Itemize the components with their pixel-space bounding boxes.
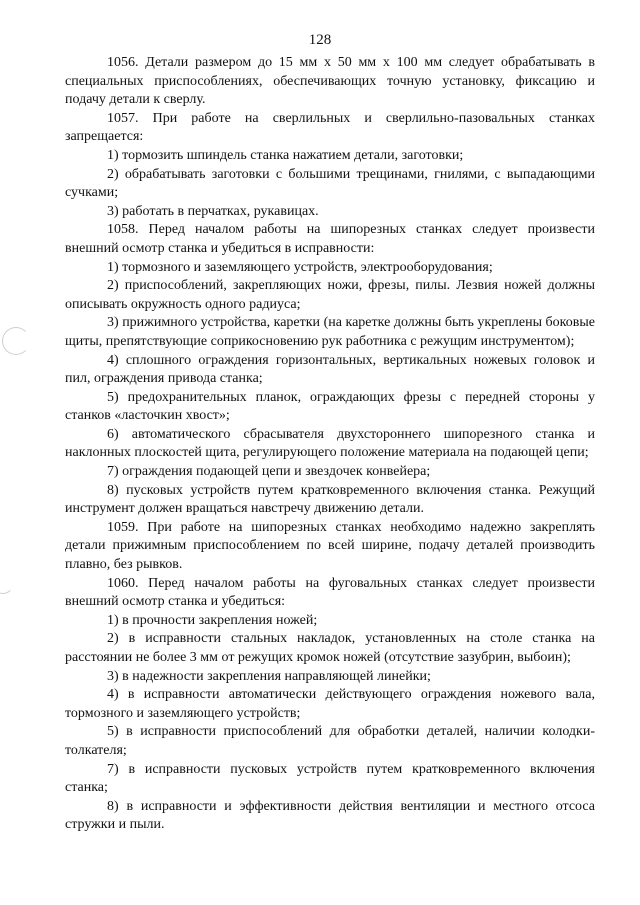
list-item-1058-3: 3) прижимного устройства, каретки (на каретке должны быть укреплены боковые щиты, препятствующие соприкосновению рук работника с режущим инструментом); xyxy=(65,315,595,349)
list-item-1058-1: 1) тормозного и заземляющего устройств, электрооборудования; xyxy=(107,259,493,275)
list-item-1060-8: 8) в исправности и эффективности действия вентиляции и местного отсоса стружки и пыли. xyxy=(65,798,595,833)
paragraph-1057: 1057. При работе на сверлильных и сверлильно-пазовальных станках запрещается: xyxy=(65,110,595,145)
scan-artifact-arc xyxy=(0,570,14,594)
list-item-1060-5: 5) в исправности приспособлений для обработки деталей, наличии колодки-толкателя; xyxy=(65,724,595,758)
list-item-1060-4: 4) в исправности автоматически действующего ограждения ножевого вала, тормозного и заземляющего устройств; xyxy=(65,687,595,721)
list-item-1060-7: 7) в исправности пусковых устройств путем кратковременного включения станка; xyxy=(65,761,595,796)
list-item-1058-7: 7) ограждения подающей цепи и звездочек конвейера; xyxy=(107,464,431,480)
document-body xyxy=(65,54,595,835)
list-item-1057-1: 1) тормозить шпиндель станка нажатием детали, заготовки; xyxy=(107,147,464,163)
list-item-1058-6: 6) автоматического сбрасывателя двухстороннего шипорезного станка и наклонных плоскостей щита, регулирующего положение материала на подающей цепи; xyxy=(65,426,595,461)
list-item-1058-2: 2) приспособлений, закрепляющих ножи, фрезы, пилы. Лезвия ножей должны описывать окружность одного радиуса; xyxy=(65,278,595,312)
list-item-1060-1: 1) в прочности закрепления ножей; xyxy=(107,612,318,628)
list-item-1057-3: 3) работать в перчатках, рукавицах. xyxy=(107,203,319,219)
list-item-1060-2: 2) в исправности стальных накладок, установленных на столе станка на расстоянии не более 3 мм от режущих кромок ножей (отсутствие зазубрин, выбоин); xyxy=(65,631,595,665)
page-number: 128 xyxy=(308,32,332,48)
paragraph-1058: 1058. Перед началом работы на шипорезных станках следует произвести внешний осмотр станка и убедиться в исправности: xyxy=(65,222,595,256)
paragraph-1056: 1056. Детали размером до 15 мм х 50 мм х 100 мм следует обрабатывать в специальных приспособлениях, обеспечивающих точную установку, фиксацию и подачу детали к сверлу. xyxy=(65,55,595,108)
paragraph-1060: 1060. Перед началом работы на фуговальных станках следует произвести внешний осмотр станка и убедиться: xyxy=(65,575,595,610)
list-item-1058-8: 8) пусковых устройств путем кратковременного включения станка. Режущий инструмент должен вращаться навстречу движению детали. xyxy=(65,482,595,517)
list-item-1057-2: 2) обрабатывать заготовки с большими трещинами, гнилями, с выпадающими сучками; xyxy=(65,166,595,201)
list-item-1058-4: 4) сплошного ограждения горизонтальных, вертикальных ножевых головок и пил, ограждения привода станка; xyxy=(65,352,595,387)
scan-artifact-circle xyxy=(2,327,30,355)
list-item-1060-3: 3) в надежности закрепления направляющей линейки; xyxy=(107,668,431,684)
list-item-1058-5: 5) предохранительных планок, ограждающих фрезы с передней стороны у станков «ласточкин хвост»; xyxy=(65,389,595,424)
paragraph-1059: 1059. При работе на шипорезных станках необходимо надежно закреплять детали прижимным приспособлением по всей ширине, подачу деталей производить плавно, без рывков. xyxy=(65,519,595,573)
